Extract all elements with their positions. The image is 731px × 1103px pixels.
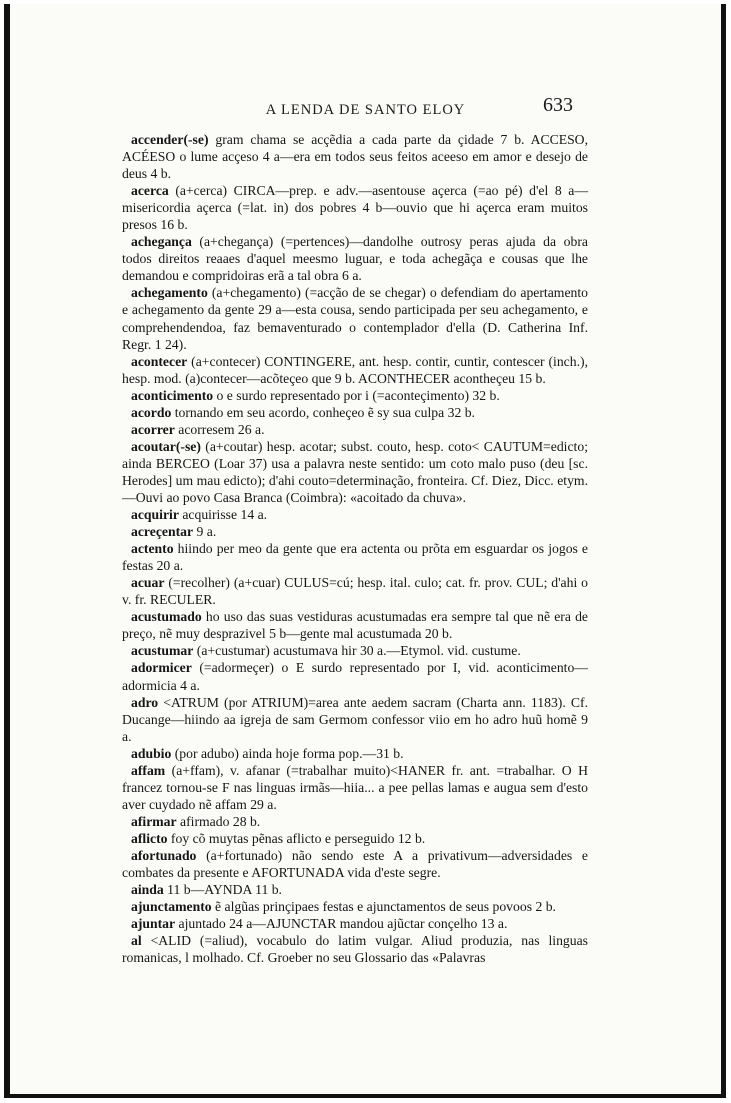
entry-headword: aconticimento bbox=[131, 387, 214, 403]
entry-text: afirmado 28 b. bbox=[180, 813, 261, 829]
entry-headword: afortunado bbox=[131, 847, 197, 863]
page-header bbox=[10, 94, 721, 124]
entry-text: (a+contecer) CONTINGERE, ant. hesp. contir, cuntir, contescer (inch.), hesp. mod. (a)contecer—acõteçeo que 9 b. ACONTHECER acontheçeu 15 b. bbox=[122, 353, 589, 386]
glossary-entry bbox=[122, 233, 588, 284]
entry-text: 9 a. bbox=[196, 524, 217, 540]
entry-headword: acorrer bbox=[131, 421, 175, 437]
glossary-entry bbox=[122, 932, 588, 966]
entry-headword: acustumar bbox=[131, 643, 194, 659]
entry-headword: aflicto bbox=[131, 830, 168, 846]
entry-text: 11 b—AYNDA 11 b. bbox=[167, 882, 282, 898]
entry-text: tornando em seu acordo, conheçeo ẽ sy sua culpa 32 b. bbox=[174, 404, 475, 420]
entry-text: (a+fortunado) não sendo este A a privativum—adversidades e combates da presente e AFORTUNADA vida d'este segre. bbox=[122, 847, 588, 881]
glossary-entry bbox=[122, 830, 588, 847]
entry-headword: adubio bbox=[131, 745, 172, 761]
entry-text: (a+custumar) acustumava hir 30 a.—Etymol. vid. custume. bbox=[196, 643, 521, 659]
entry-text: ho uso das suas vestiduras acustumadas era sempre tal que nẽ era de preço, nẽ muy desprazivel 5 b—gente mal acustumada 20 b. bbox=[122, 609, 589, 642]
entry-headword: accender(-se) bbox=[131, 132, 209, 147]
glossary-entry bbox=[122, 694, 588, 745]
entry-headword: acustumado bbox=[131, 609, 202, 625]
running-title: A LENDA DE SANTO ELOY bbox=[265, 102, 466, 118]
glossary-body bbox=[122, 131, 588, 966]
glossary-entry bbox=[122, 353, 588, 387]
entry-text: <ALID (=aliud), vocabulo do latim vulgar. Aliud produzia, nas linguas romanicas, l molhado. Cf. Groeber no seu Glossario das «Palavras bbox=[122, 933, 589, 966]
entry-headword: acoutar(-se) bbox=[131, 438, 201, 454]
glossary-entry bbox=[122, 745, 588, 762]
entry-text: (a+chegança) (=pertences)—dandolhe outrosy peras ajuda da obra todos direitos reaaes d'aquel meesmo luguar, e toda achegãça e cousas que lhe demandou e compridoiras erã a tal obra 6 a. bbox=[122, 234, 588, 284]
entry-text: (a+chegamento) (=acção de se chegar) o defendiam do apertamento e achegamento da gente 29 a—esta cousa, sendo participada per seu achegamento, e comprehendendoa, faz bemaventurado o contemplador d'ella (D. Catherina Inf. Regr. 1 24). bbox=[122, 285, 589, 352]
entry-headword: acerca bbox=[131, 183, 169, 199]
entry-text: acquirisse 14 a. bbox=[182, 507, 268, 523]
entry-text: foy cõ muytas pẽnas aflicto e perseguido 12 b. bbox=[170, 830, 426, 846]
entry-headword: achegança bbox=[131, 234, 192, 250]
glossary-entry bbox=[122, 421, 588, 438]
entry-text: ajuntado 24 a—AJUNCTAR mandou ajũctar conçelho 13 a. bbox=[178, 916, 508, 932]
glossary-entry bbox=[122, 182, 588, 233]
entry-text: (a+cerca) CIRCA—prep. e adv.—asentouse açerca (=ao pé) d'el 8 a—misericordia açerca (=lat. in) dos pobres 4 b—ouvio que hi açerca eram muitos presos 16 b. bbox=[122, 183, 589, 233]
glossary-entry bbox=[122, 847, 588, 881]
glossary-entry bbox=[122, 438, 588, 506]
entry-text: (a+coutar) hesp. acotar; subst. couto, hesp. coto< CAUTUM=edicto; ainda BERCEO (Loar 37) usa a palavra neste sentido: um coto malo puso (deu [sc. Herodes] um mau edicto); d'ahi couto=determinação, fronteira. Cf. Diez, Dicc. etym.—Ouvi ao povo Casa Branca (Coimbra): «acoitado da chuva». bbox=[122, 438, 588, 505]
glossary-entry bbox=[122, 642, 588, 659]
entry-headword: actento bbox=[131, 541, 174, 557]
entry-headword: acuar bbox=[131, 575, 165, 591]
entry-headword: acreçentar bbox=[131, 524, 194, 540]
glossary-entry bbox=[122, 762, 588, 813]
page-number: 633 bbox=[543, 94, 573, 116]
glossary-entry bbox=[122, 131, 588, 182]
glossary-entry bbox=[122, 404, 588, 421]
glossary-entry bbox=[122, 881, 588, 898]
glossary-entry bbox=[122, 898, 588, 915]
entry-text: gram chama se acçẽdia a cada parte da çidade 7 b. ACCESO, ACÉESO o lume acçeso 4 a—era em todos seus feitos aceeso em amor e desejo de deus 4 b. bbox=[122, 132, 588, 182]
glossary-entry bbox=[122, 284, 588, 352]
entry-headword: acordo bbox=[131, 404, 172, 420]
entry-headword: acquirir bbox=[131, 507, 179, 523]
entry-headword: ajuntar bbox=[131, 916, 176, 932]
entry-text: ẽ algũas prinçipaes festas e ajunctamentos de seus povoos 2 b. bbox=[215, 899, 556, 915]
glossary-entry bbox=[122, 574, 588, 608]
entry-text: (a+ffam), v. afanar (=trabalhar muito)<HANER fr. ant. =trabalhar. O H francez tornou-se F nas linguas irmãs—hiia... a pee pellas lamas e augua sem d'esto aver cuydado nẽ affam 29 a. bbox=[122, 762, 588, 812]
entry-headword: ainda bbox=[131, 882, 164, 898]
entry-text: (=recolher) (a+cuar) CULUS=cú; hesp. ital. culo; cat. fr. prov. CUL; d'ahi o v. fr. RECULER. bbox=[122, 575, 588, 608]
entry-headword: afirmar bbox=[131, 813, 177, 829]
entry-headword: acontecer bbox=[131, 353, 188, 369]
glossary-entry bbox=[122, 540, 588, 574]
glossary-entry bbox=[122, 387, 588, 404]
glossary-entry bbox=[122, 813, 588, 830]
entry-headword: affam bbox=[131, 762, 166, 778]
glossary-entry bbox=[122, 523, 588, 540]
entry-text: <ATRUM (por ATRIUM)=area ante aedem sacram (Charta ann. 1183). Cf. Ducange—hiindo aa igreja de sam Germom confessor viio em ho adro huũ homẽ 9 a. bbox=[122, 694, 588, 744]
entry-headword: achegamento bbox=[131, 285, 208, 301]
entry-headword: ajunctamento bbox=[131, 899, 212, 915]
glossary-entry bbox=[122, 506, 588, 523]
book-page bbox=[4, 4, 726, 1098]
entry-headword: adro bbox=[131, 694, 159, 710]
entry-text: acorresem 26 a. bbox=[178, 421, 265, 437]
entry-text: hiindo per meo da gente que era actenta ou prõta em esguardar os jogos e festas 20 a. bbox=[122, 541, 589, 574]
entry-headword: adormicer bbox=[131, 660, 192, 676]
entry-text: (por adubo) ainda hoje forma pop.—31 b. bbox=[174, 745, 404, 761]
entry-headword: al bbox=[131, 933, 142, 949]
glossary-entry bbox=[122, 608, 588, 642]
entry-text: (=adormeçer) o E surdo representado por I, vid. aconticimento—adormicia 4 a. bbox=[122, 660, 588, 693]
entry-text: o e surdo representado por i (=aconteçimento) 32 b. bbox=[216, 387, 500, 403]
glossary-entry bbox=[122, 659, 588, 693]
glossary-entry bbox=[122, 915, 588, 932]
